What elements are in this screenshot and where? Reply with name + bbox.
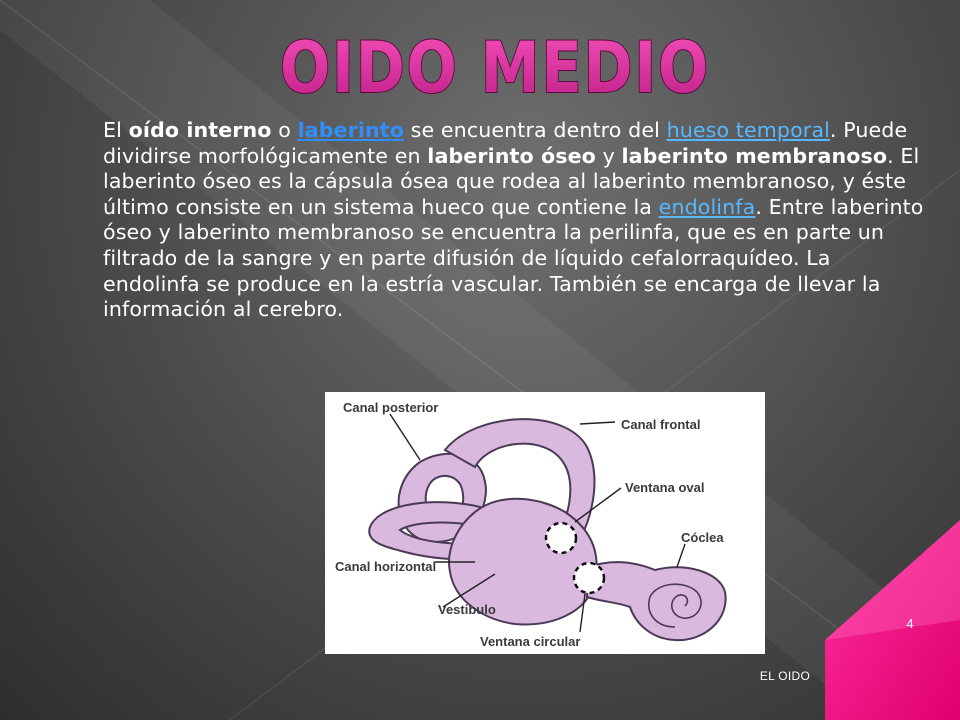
- label-canal-frontal: Canal frontal: [621, 417, 701, 432]
- label-canal-posterior: Canal posterior: [343, 400, 439, 415]
- link-laberinto[interactable]: laberinto: [297, 118, 404, 142]
- slide-number: 4: [906, 616, 914, 631]
- ventana-oval-circle: [546, 523, 576, 553]
- text-run: se encuentra dentro del: [404, 118, 667, 142]
- body-paragraph: [103, 118, 933, 323]
- label-vestibulo: Vestibulo: [438, 602, 496, 617]
- inner-ear-diagram: [325, 392, 765, 654]
- bold-oido-interno: oído interno: [128, 118, 272, 142]
- text-run: . El laberinto óseo es la cápsula ósea que rodea al laberinto membranoso, y éste último consiste en un sistema hueco que contiene la: [103, 143, 920, 219]
- text-run: . Entre laberinto óseo y laberinto membranoso se encuentra la perilinfa, que es en parte un filtrado de la sangre y en parte difusión de líquido cefalorraquídeo. La endolinfa se produce en la estría vascular. También se encarga de llevar la información al cerebro.: [103, 194, 924, 322]
- text-run: y: [595, 143, 622, 168]
- label-ventana-oval: Ventana oval: [625, 480, 705, 495]
- slide-title: [270, 22, 720, 112]
- label-ventana-circular: Ventana circular: [480, 634, 581, 649]
- slide-title-text: OIDO MEDIO: [280, 27, 710, 109]
- label-coclea: Cóclea: [681, 530, 724, 545]
- text-run: El: [103, 118, 129, 142]
- link-hueso-temporal[interactable]: hueso temporal: [666, 118, 830, 142]
- link-endolinfa[interactable]: endolinfa: [658, 194, 756, 219]
- bold-laberinto-membranoso: laberinto membranoso: [621, 143, 888, 168]
- coclea-shape: [587, 562, 726, 640]
- text-run: o: [271, 118, 298, 142]
- ventana-circular-circle: [574, 563, 604, 593]
- footer-text: EL OIDO: [759, 669, 811, 683]
- text-run: . Puede dividirse morfológicamente en: [103, 118, 908, 168]
- bold-laberinto-oseo: laberinto óseo: [427, 143, 596, 168]
- label-canal-horizontal: Canal horizontal: [335, 559, 437, 574]
